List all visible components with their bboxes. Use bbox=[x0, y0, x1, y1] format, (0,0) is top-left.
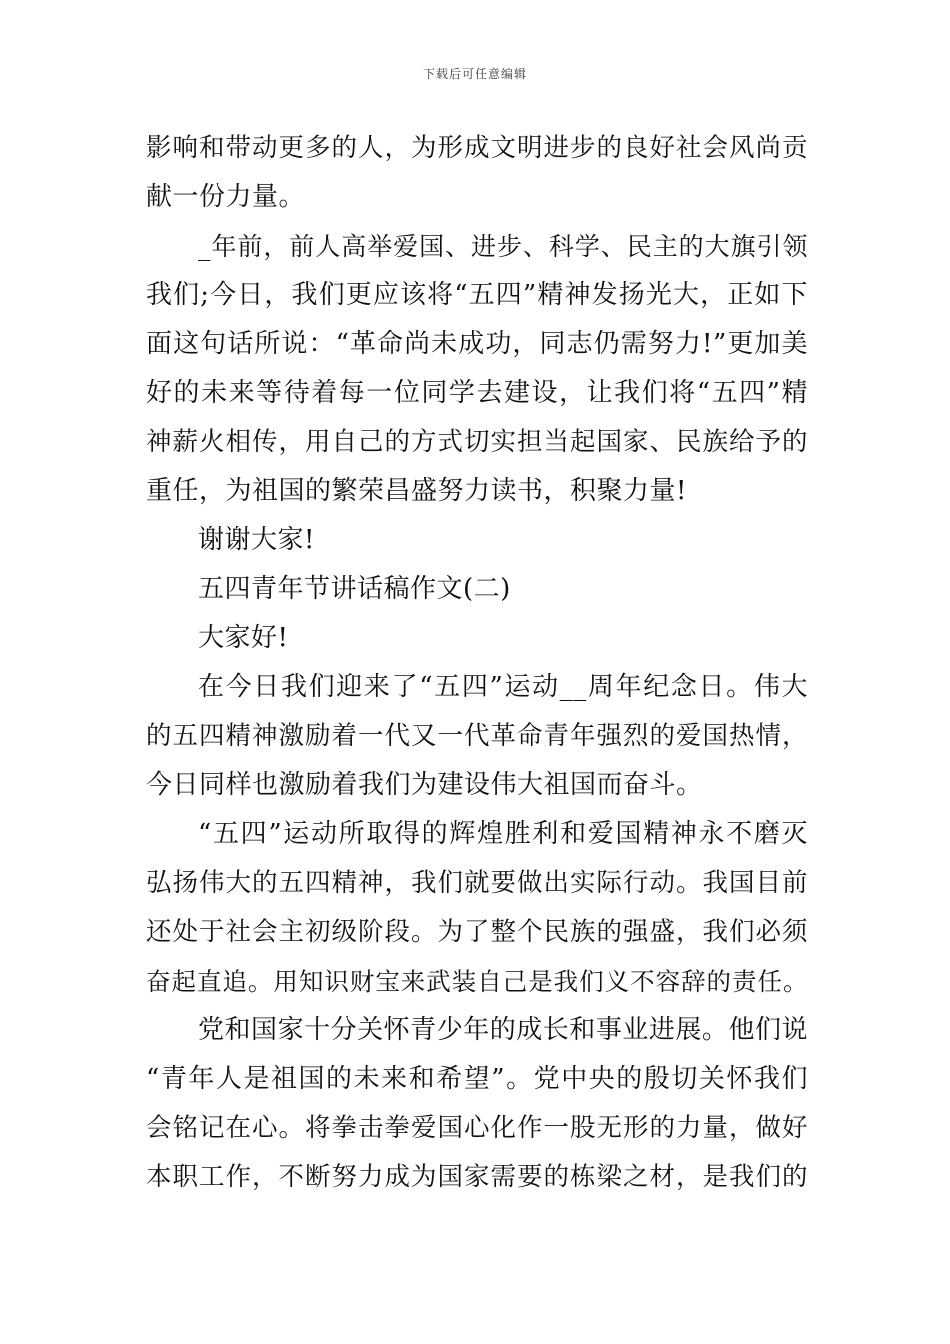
closing-line: 谢谢大家! bbox=[198, 525, 315, 555]
text-line: 奋起直追。用知识财宝来武装自己是我们义不容辞的责任。 bbox=[146, 967, 808, 996]
text-line: “青年人是祖国的未来和希望”。党中央的殷切关怀我们 bbox=[146, 1064, 808, 1094]
text-line: 重任，为祖国的繁荣昌盛努力读书，积聚力量! bbox=[146, 476, 687, 506]
paragraph-start-line: _年前，前人高举爱国、进步、科学、民主的大旗引领 bbox=[198, 232, 808, 261]
text-line: 神薪火相传，用自己的方式切实担当起国家、民族给予的 bbox=[146, 427, 808, 457]
section-title: 五四青年节讲话稿作文(二) bbox=[198, 574, 511, 604]
text-line: 弘扬伟大的五四精神，我们就要做出实际行动。我国目前 bbox=[146, 868, 808, 898]
text-line: 还处于社会主初级阶段。为了整个民族的强盛，我们必须 bbox=[146, 917, 808, 947]
text-line: 今日同样也激励着我们为建设伟大祖国而奋斗。 bbox=[146, 770, 703, 800]
paragraph-start-line: “五四”运动所取得的辉煌胜利和爱国精神永不磨灭 bbox=[198, 819, 808, 849]
page-header: 下载后可任意编辑 bbox=[422, 67, 527, 81]
greeting-line: 大家好! bbox=[198, 623, 289, 653]
text-line: 本职工作，不断努力成为国家需要的栋梁之材，是我们的 bbox=[146, 1162, 808, 1192]
text-line: 好的未来等待着每一位同学去建设，让我们将“五四”精 bbox=[146, 378, 808, 408]
text-line: 的五四精神激励着一代又一代革命青年强烈的爱国热情， bbox=[146, 721, 808, 751]
text-line: 影响和带动更多的人，为形成文明进步的良好社会风尚贡 bbox=[146, 133, 808, 163]
paragraph-start-line: 党和国家十分关怀青少年的成长和事业进展。他们说 bbox=[198, 1015, 808, 1045]
text-line: 会铭记在心。将拳击拳爱国心化作一股无形的力量，做好 bbox=[146, 1113, 808, 1143]
paragraph-start-line: 在今日我们迎来了“五四”运动__周年纪念日。伟大 bbox=[198, 672, 808, 702]
text-line: 面这句话所说：“革命尚未成功，同志仍需努力!”更加美 bbox=[146, 329, 808, 359]
text-line: 我们;今日，我们更应该将“五四”精神发扬光大，正如下 bbox=[146, 280, 808, 310]
document-body bbox=[146, 124, 808, 1202]
text-line: 献一份力量。 bbox=[146, 182, 306, 212]
